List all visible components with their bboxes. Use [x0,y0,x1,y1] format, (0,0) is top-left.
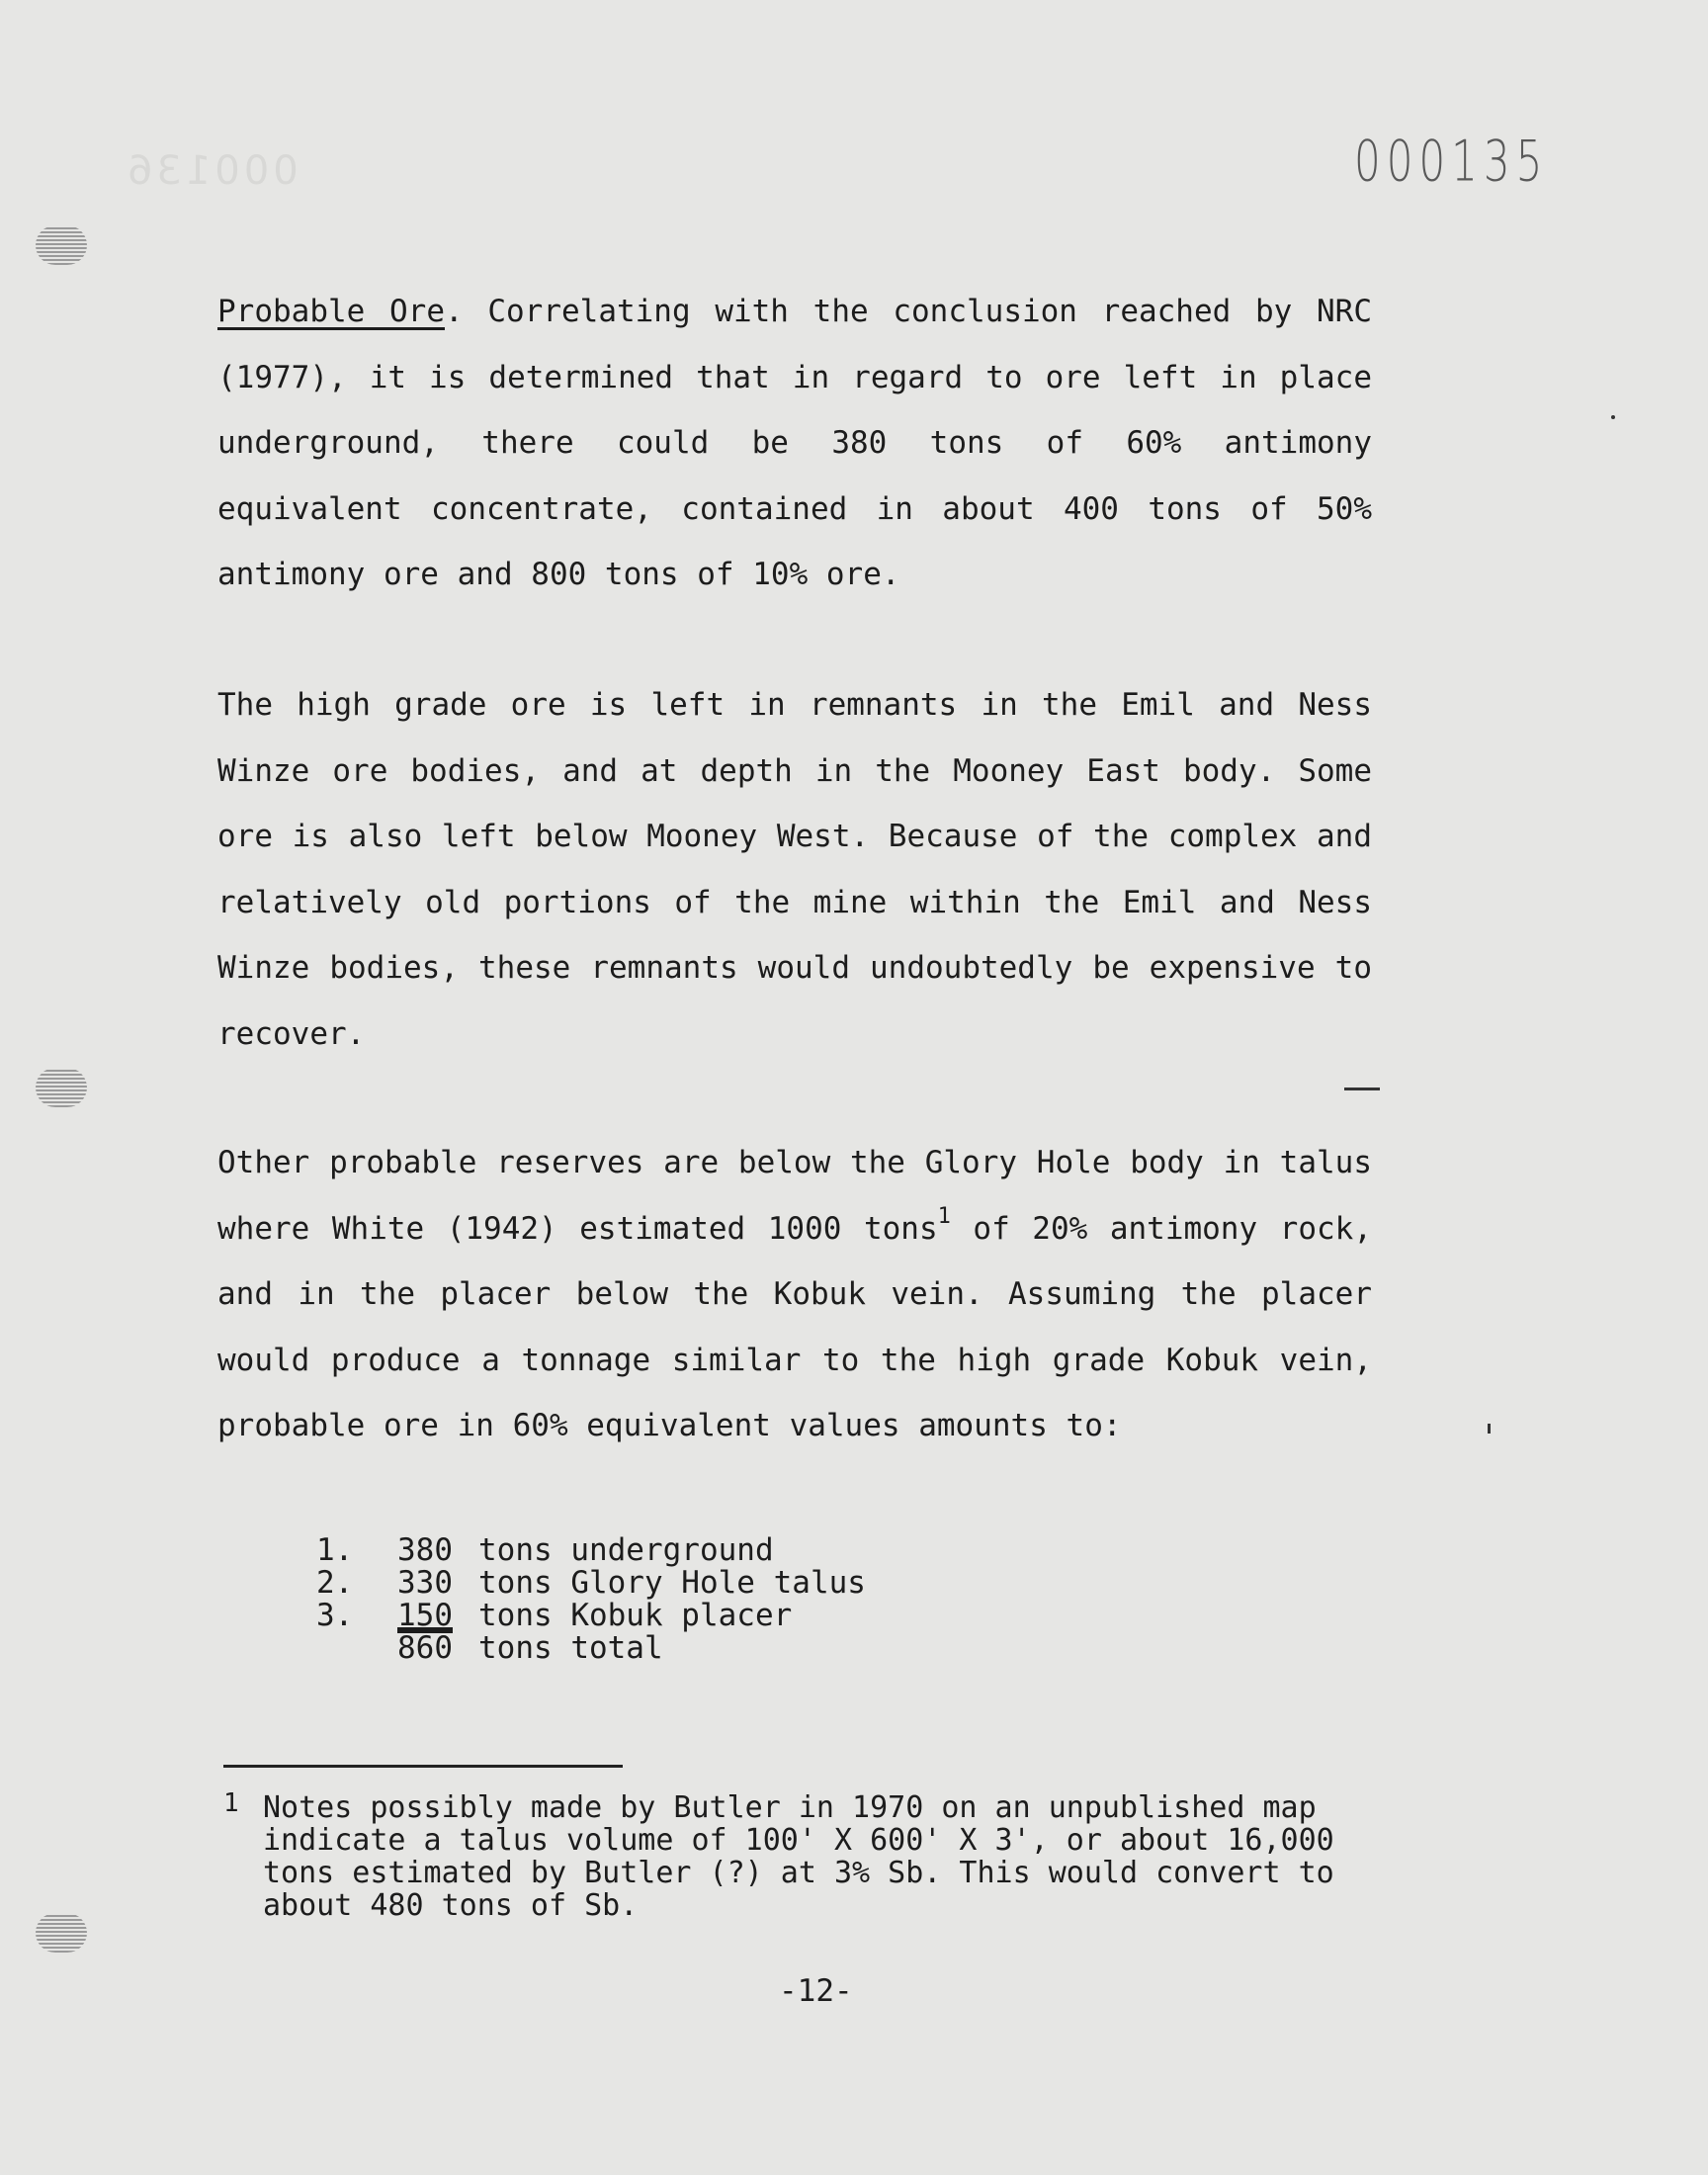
footnote-reference: 1 [937,1204,951,1230]
paragraph-text: . Correlating with the conclusion reached by NRC (1977), it is determined that in regard to ore left in place underground, there could be 380 tons of 60% antimony equivalent concentrate, contained in about 400 tons of 50% antimony ore and 800 tons of 10% ore. [217,294,1372,592]
punch-hole [36,1068,87,1107]
paragraph-probable-ore [217,279,1372,608]
footnote-marker: 1 [223,1788,239,1818]
list-tons: 330 [397,1565,453,1601]
punch-hole [36,225,87,265]
page-number: -12- [779,1973,853,2009]
list-item [316,1600,866,1632]
list-item [316,1567,866,1600]
stray-mark [1611,415,1615,419]
list-desc: tons Kobuk placer [478,1598,793,1633]
tonnage-list [316,1534,866,1665]
list-tons: 380 [397,1532,453,1568]
footnote [223,1788,1390,1923]
list-number: 2. [316,1565,354,1601]
list-desc: tons Glory Hole talus [478,1565,866,1601]
list-number [316,1632,397,1665]
list-number: 1. [316,1532,354,1568]
footnote-text: Notes possibly made by Butler in 1970 on an unpublished map indicate a talus volume of 100' X 600' X 3', or about 16,000 tons estimated by Butler (?) at 3% Sb. This would convert to about 480 tons of Sb. [263,1790,1334,1923]
footnote-divider [223,1765,623,1768]
bates-stamp: 000135 [1354,129,1549,195]
paragraph-text: Other probable reserves are below the Glory Hole body in talus where White (1942) estimated 1000 tons [217,1145,1372,1247]
list-total [316,1632,866,1665]
paragraph-high-grade: The high grade ore is left in remnants in the Emil and Ness Winze ore bodies, and at depth in the Mooney East body. Some ore is also left below Mooney West. Because of the complex and relatively old portions of the mine within the Emil and Ness Winze bodies, these remnants would undoubtedly be expensive to recover. [217,687,1372,1052]
paragraph-other-reserves [217,1130,1372,1459]
section-heading: Probable Ore [217,294,445,329]
punch-hole [36,1913,87,1953]
stray-mark [1488,1424,1491,1434]
list-number: 3. [316,1598,354,1633]
show-through-stamp: 000136 [124,148,299,194]
stray-mark [1344,1088,1380,1090]
paragraph-text: of 20% antimony rock, and in the placer below the Kobuk vein. Assuming the placer would produce a tonnage similar to the high grade Kobuk vein, probable ore in 60% equivalent values amounts to: [217,1210,1372,1443]
list-item [316,1534,866,1567]
list-tons: 860 [397,1630,453,1666]
list-desc: tons underground [478,1532,774,1568]
list-tons: 150 [397,1598,453,1633]
list-desc: tons total [478,1630,663,1666]
